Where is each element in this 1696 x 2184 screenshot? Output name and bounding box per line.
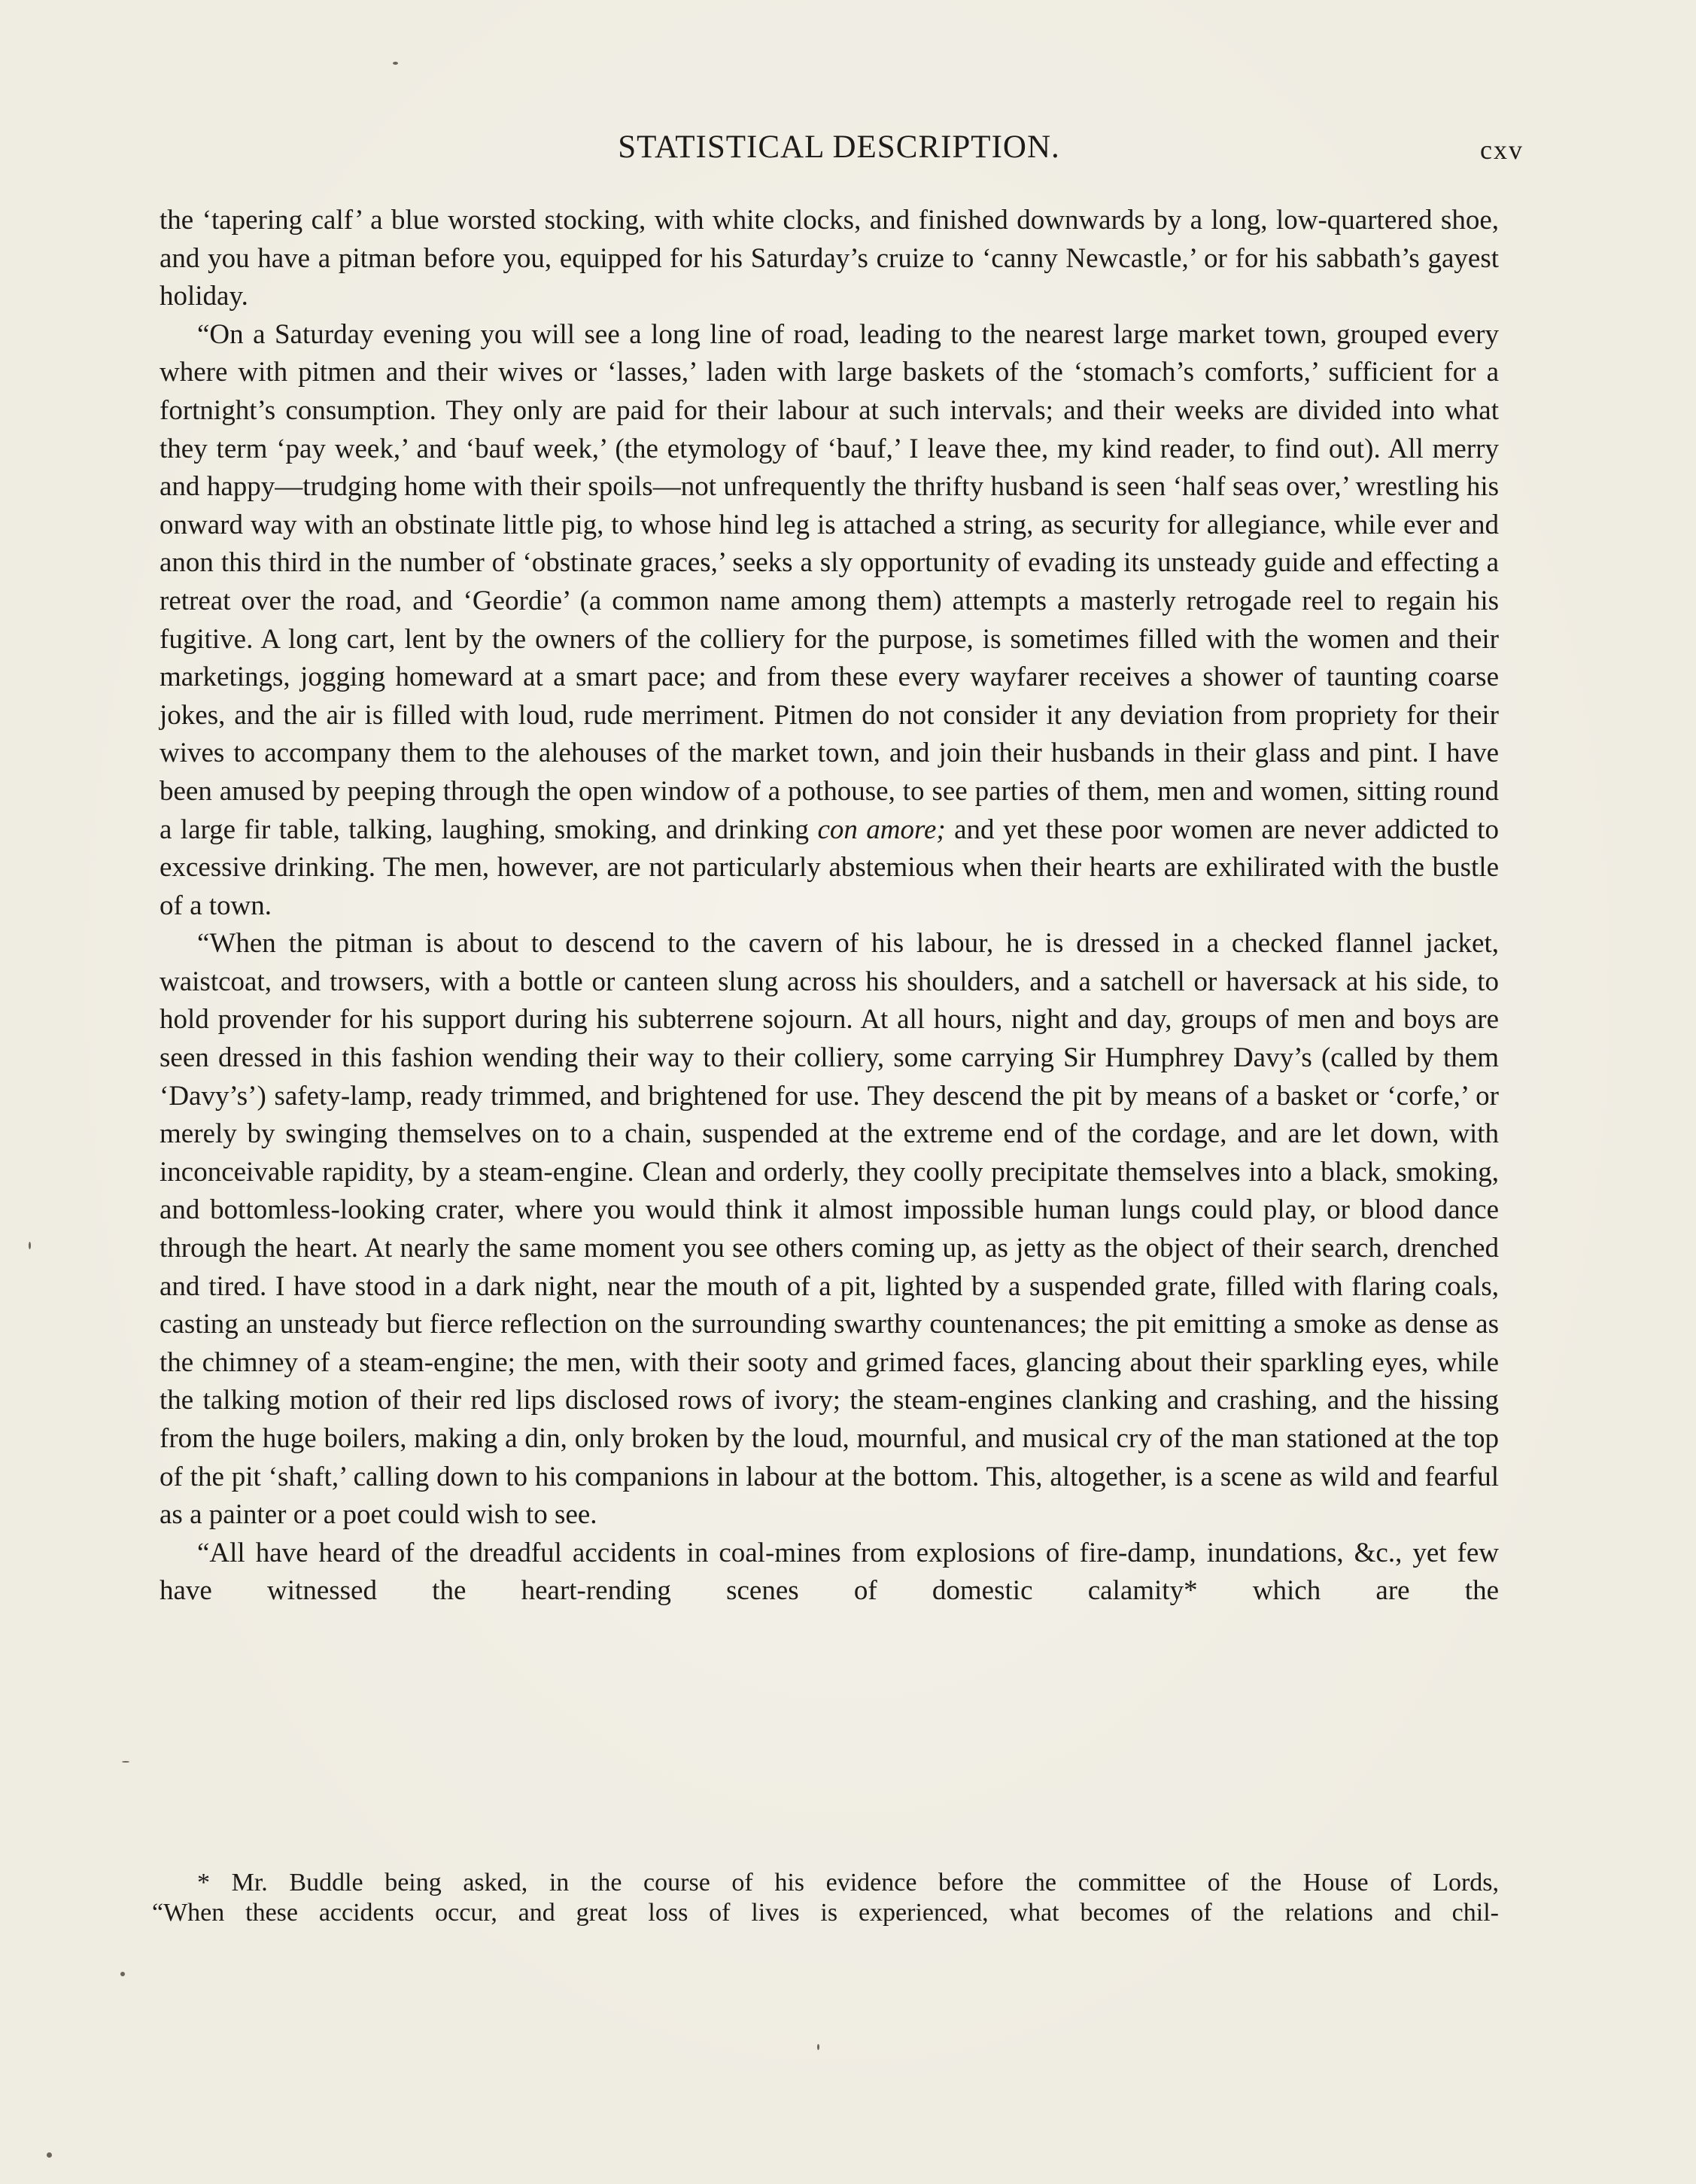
page-header (158, 125, 1524, 170)
paragraph-2-text-a: “On a Saturday evening you will see a long line of road, leading to the nearest large market town, grouped every where with pitmen and their wives or ‘lasses,’ laden with large baskets of the ‘stomach’s comforts,’ sufficient for a fortnight’s consumption. They only are paid for their labour at such intervals; and their weeks are divided into what they term ‘pay week,’ and ‘bauf week,’ (the etymology of ‘bauf,’ I leave thee, my kind reader, to find out). All merry and happy—trudging home with their spoils—not unfrequently the thrifty husband is seen ‘half seas over,’ wrestling his onward way with an obstinate little pig, to whose hind leg is attached a string, as security for allegiance, while ever and anon this third in the number of ‘obstinate graces,’ seeks a sly opportunity of evading its unsteady guide and effecting a retreat over the road, and ‘Geordie’ (a common name among them) attempts a masterly retrogade reel to regain his fugitive. A long cart, lent by the owners of the colliery for the purpose, is sometimes filled with the women and their marketings, jogging homeward at a smart pace; and from these every wayfarer receives a shower of taunting coarse jokes, and the air is filled with loud, rude merriment. Pitmen do not consider it any deviation from propriety for their wives to accompany them to the alehouses of the market town, and join their husbands in their glass and pint. I have been amused by peeping through the open window of a pothouse, to see parties of them, men and women, sitting round a large fir table, talking, laughing, smoking, and drinking (160, 318, 1499, 845)
speck (122, 1761, 129, 1763)
paragraph-1: the ‘tapering calf’ a blue worsted stocking, with white clocks, and finished downwards by a long, low-quartered shoe, and you have a pitman before you, equipped for his Saturday’s cruize to ‘canny Newcastle,’ or for his sabbath’s gayest holiday. (160, 205, 1499, 312)
page-number: cxv (1480, 135, 1524, 165)
footnote-line-1: * Mr. Buddle being asked, in the course of his evidence before the committee of the House of Lords, (197, 1869, 1499, 1897)
paragraph-2 (160, 316, 1499, 926)
running-title: STATISTICAL DESCRIPTION. (618, 129, 1060, 165)
footnotes (152, 1868, 1499, 1928)
speck (47, 2152, 52, 2158)
paragraph-2-italic: con amore; (817, 814, 946, 845)
speck (120, 1972, 125, 1976)
paragraph-4: “All have heard of the dreadful accidents in coal-mines from explosions of fire-damp, inundations, &c., yet few have witnessed the heart-rending scenes of domestic calamity* which are the (160, 1537, 1499, 1607)
paragraph-2-text-b: and yet these poor women are never addicted to excessive drinking. The men, however, are not particularly abstemious when their hearts are exhilirated with the bustle of a town. (160, 814, 1499, 921)
speck (29, 1242, 31, 1249)
speck (817, 2044, 819, 2050)
speck (393, 62, 398, 65)
footnote-line-2: “When these accidents occur, and great loss of lives is experienced, what becomes of the relations and chil- (152, 1899, 1499, 1927)
paragraph-3: “When the pitman is about to descend to the cavern of his labour, he is dressed in a checked flannel jacket, waistcoat, and trowsers, with a bottle or canteen slung across his shoulders, and a satchell or haversack at his side, to hold provender for his support during his subterrene sojourn. At all hours, night and day, groups of men and boys are seen dressed in this fashion wending their way to their colliery, some carrying Sir Humphrey Davy’s (called by them ‘Davy’s’) safety-lamp, ready trimmed, and brightened for use. They descend the pit by means of a basket or ‘corfe,’ or merely by swinging themselves on to a chain, suspended at the extreme end of the cordage, and are let down, with inconceivable rapidity, by a steam-engine. Clean and orderly, they coolly precipitate themselves into a black, smoking, and bottomless-looking crater, where you would think it almost impossible human lungs could play, or blood dance through the heart. At nearly the same moment you see others coming up, as jetty as the object of their search, drenched and tired. I have stood in a dark night, near the mouth of a pit, lighted by a suspended grate, filled with flaring coals, casting an unsteady but fierce reflection on the surrounding swarthy countenances; the pit emitting a smoke as dense as the chimney of a steam-engine; the men, with their sooty and grimed faces, glancing about their sparkling eyes, while the talking motion of their red lips disclosed rows of ivory; the steam-engines clanking and crashing, and the hissing from the huge boilers, making a din, only broken by the loud, mournful, and musical cry of the man stationed at the top of the pit ‘shaft,’ calling down to his companions in labour at the bottom. This, altogether, is a scene as wild and fearful as a painter or a poet could wish to see. (160, 928, 1499, 1531)
body-text (160, 202, 1499, 1611)
